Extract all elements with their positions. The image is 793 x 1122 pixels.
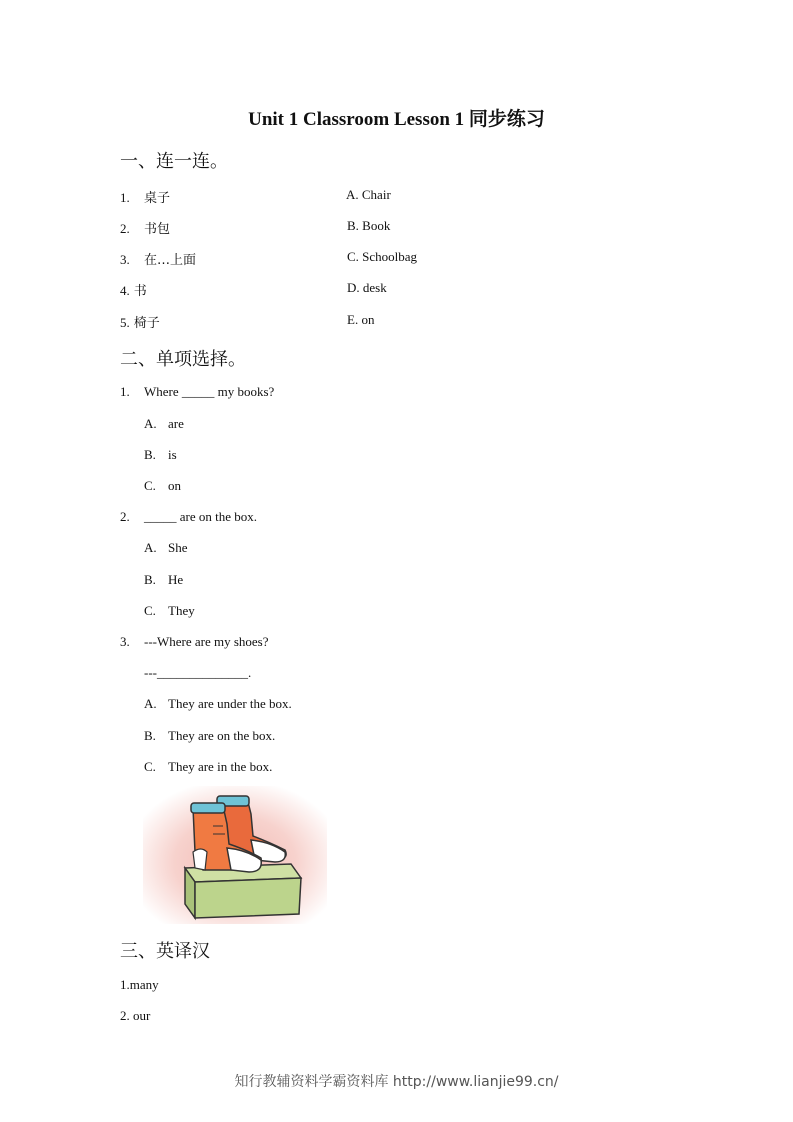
option [144, 478, 181, 494]
option-text: They are under the box. [168, 696, 292, 711]
option [144, 696, 292, 712]
option-letter: C. [144, 759, 156, 774]
match-right-item: A. Chair [346, 187, 391, 202]
option [144, 572, 183, 588]
answer-blank-line: ---______________. [144, 665, 252, 680]
match-left-item [120, 280, 147, 299]
match-left-item [120, 218, 170, 237]
match-left-item [120, 312, 160, 331]
option [144, 603, 195, 619]
option [144, 728, 275, 744]
option-text: on [168, 478, 181, 493]
option-letter: A. [144, 696, 157, 711]
section-heading-matching: 一、连一连。 [120, 151, 228, 172]
question-text: ---Where are my shoes? [144, 634, 269, 649]
translation-item: 1.many [120, 977, 159, 992]
question-number: 2. [120, 509, 130, 524]
question-stem [120, 634, 269, 650]
question-stem [120, 384, 274, 400]
option-letter: C. [144, 478, 156, 493]
question-stem [120, 509, 257, 525]
translation-item: 2. our [120, 1008, 151, 1023]
option-text: They are on the box. [168, 728, 276, 743]
item-text: 在…上面 [144, 253, 197, 268]
match-left-item [120, 249, 196, 268]
option-letter: C. [144, 603, 156, 618]
match-right-item: E. on [347, 312, 375, 327]
shoes-on-box-image [143, 786, 327, 924]
page-title: Unit 1 Classroom Lesson 1 同步练习 [248, 109, 545, 130]
option-text: is [168, 447, 177, 462]
option-text: are [168, 416, 184, 431]
question-text: Where _____ my books? [144, 384, 275, 399]
item-number: 5. [120, 315, 130, 330]
question-number: 1. [120, 384, 130, 399]
option [144, 447, 177, 463]
section-heading-choice: 二、单项选择。 [120, 349, 246, 370]
option-text: He [168, 572, 184, 587]
item-number: 1. [120, 190, 130, 205]
option-letter: B. [144, 572, 156, 587]
option [144, 540, 188, 556]
option [144, 759, 272, 775]
item-number: 2. [120, 221, 130, 236]
match-right-item: C. Schoolbag [347, 249, 418, 264]
item-number: 3. [120, 252, 130, 267]
question-number: 3. [120, 634, 130, 649]
item-text: 椅子 [133, 316, 160, 331]
match-right-item: D. desk [347, 280, 387, 295]
item-number: 4. [120, 283, 130, 298]
option-letter: A. [144, 540, 157, 555]
option-letter: B. [144, 728, 156, 743]
option-letter: A. [144, 416, 157, 431]
item-text: 书包 [144, 222, 171, 237]
match-right-item: B. Book [347, 218, 391, 233]
question-text: _____ are on the box. [144, 509, 258, 524]
match-left-item [120, 187, 170, 206]
item-text: 书 [133, 284, 147, 299]
option-letter: B. [144, 447, 156, 462]
option-text: She [168, 540, 188, 555]
option [144, 416, 184, 432]
option-text: They are in the box. [168, 759, 273, 774]
option-text: They [168, 603, 195, 618]
item-text: 桌子 [144, 191, 171, 206]
footer-watermark: 知行教辅资料学霸资料库 http://www.lianjie99.cn/ [234, 1074, 559, 1090]
section-heading-translation: 三、英译汉 [120, 941, 210, 962]
